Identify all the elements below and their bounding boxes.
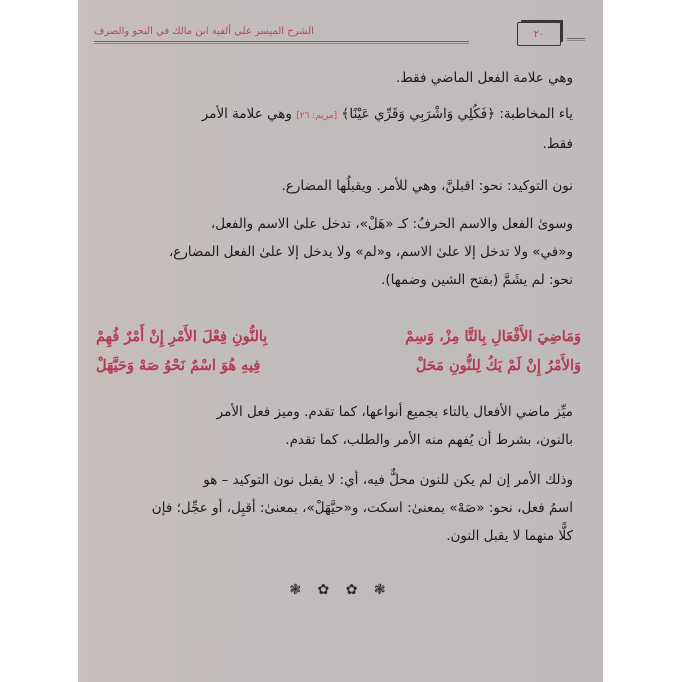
alfiyya-poem [96,322,581,380]
section-end-ornaments [78,582,603,598]
page-number: ٢٠ [533,28,545,40]
poem-second-hemistich: فِيهِ هُوَ اسْمٌ نَحْوُ صَهْ وَحَيَّهَلْ [96,357,261,374]
text-line: وهي علامة الفعل الماضي فقط. [396,70,573,86]
text-line: اسمُ فعل، نحو: «صَهْ» بمعنىٰ: اسكت، و«حيَّهَلْ»، بمعنىٰ: أقبِل، أو عجِّل؛ فإن [151,500,573,516]
poem-first-hemistich: وَمَاضِيَ الأَفْعَالِ بِالتَّا مِزْ، وَسِمْ [405,328,581,345]
poem-verse [96,322,581,351]
paragraph-nun-tawkid [100,172,573,200]
paragraph-past-tense-mark [100,64,573,92]
flower-ornament-icon: ❃ [373,582,392,598]
text-line: كلًّا منهما لا يقبل النون. [446,528,573,544]
text-line: وذلك الأمر إن لم يكن للنون محلٌّ فيه، أي: لا يقبل نون التوكيد – هو [203,472,573,488]
poem-second-hemistich: بِالنُّونِ فِعْلَ الأَمْرِ إِنْ أَمْرٌ فُهِمْ [96,328,268,345]
paragraph-particle [100,210,573,294]
header-rule [94,41,469,44]
text-line: وسوىٰ الفعل والاسم الحرفُ: كـ «هَلْ»، تدخل علىٰ الاسم والفعل، [210,216,573,232]
text-line: نون التوكيد: نحو: اقبلنَّ، وهي للأمر. ويقبلُها المضارع. [281,178,573,194]
text-line: نحو: لم يشَمَّ (بفتح الشين وضمها). [381,272,573,288]
poem-verse [96,351,581,380]
text-suffix: وهي علامة الأمر [201,106,297,122]
book-title: الشرح الميسر على ألفية ابن مالك في النحو والصرف [94,26,314,37]
term-label: ياء المخاطبة: [495,106,573,122]
paragraph-ya-mukhataba [100,100,573,158]
paragraph-explanation-2 [100,466,573,550]
flower-ornament-icon: ✿ [345,582,364,598]
text-line: فقط. [542,136,573,152]
book-page [78,0,603,682]
paragraph-explanation-1 [100,398,573,454]
page-number-box [517,22,561,46]
running-header [90,22,591,48]
text-line: و«في» ولا تدخل إلا علىٰ الاسم، و«لم» ولا يدخل إلا علىٰ الفعل المضارع، [168,244,573,260]
text-line: ميِّز ماضي الأفعال بالتاء بجميع أنواعها، كما تقدم. وميز فعل الأمر [216,404,573,420]
flower-ornament-icon: ❃ [289,582,308,598]
text-line [100,100,573,130]
header-rule-tail [567,38,585,41]
quran-verse: ﴿فَكُلِي وَاشْرَبِي وَقَرِّي عَيْنًا﴾ [341,106,496,122]
verse-reference: [مريم: ٢٦] [296,111,338,121]
poem-first-hemistich: وَالأَمْرُ إِنْ لَمْ يَكُ لِلنُّونِ مَحَلْ [415,357,581,374]
text-line: بالنون، بشرط أن يُفهم منه الأمر والطلب، كما تقدم. [285,432,573,448]
flower-ornament-icon: ✿ [317,582,336,598]
